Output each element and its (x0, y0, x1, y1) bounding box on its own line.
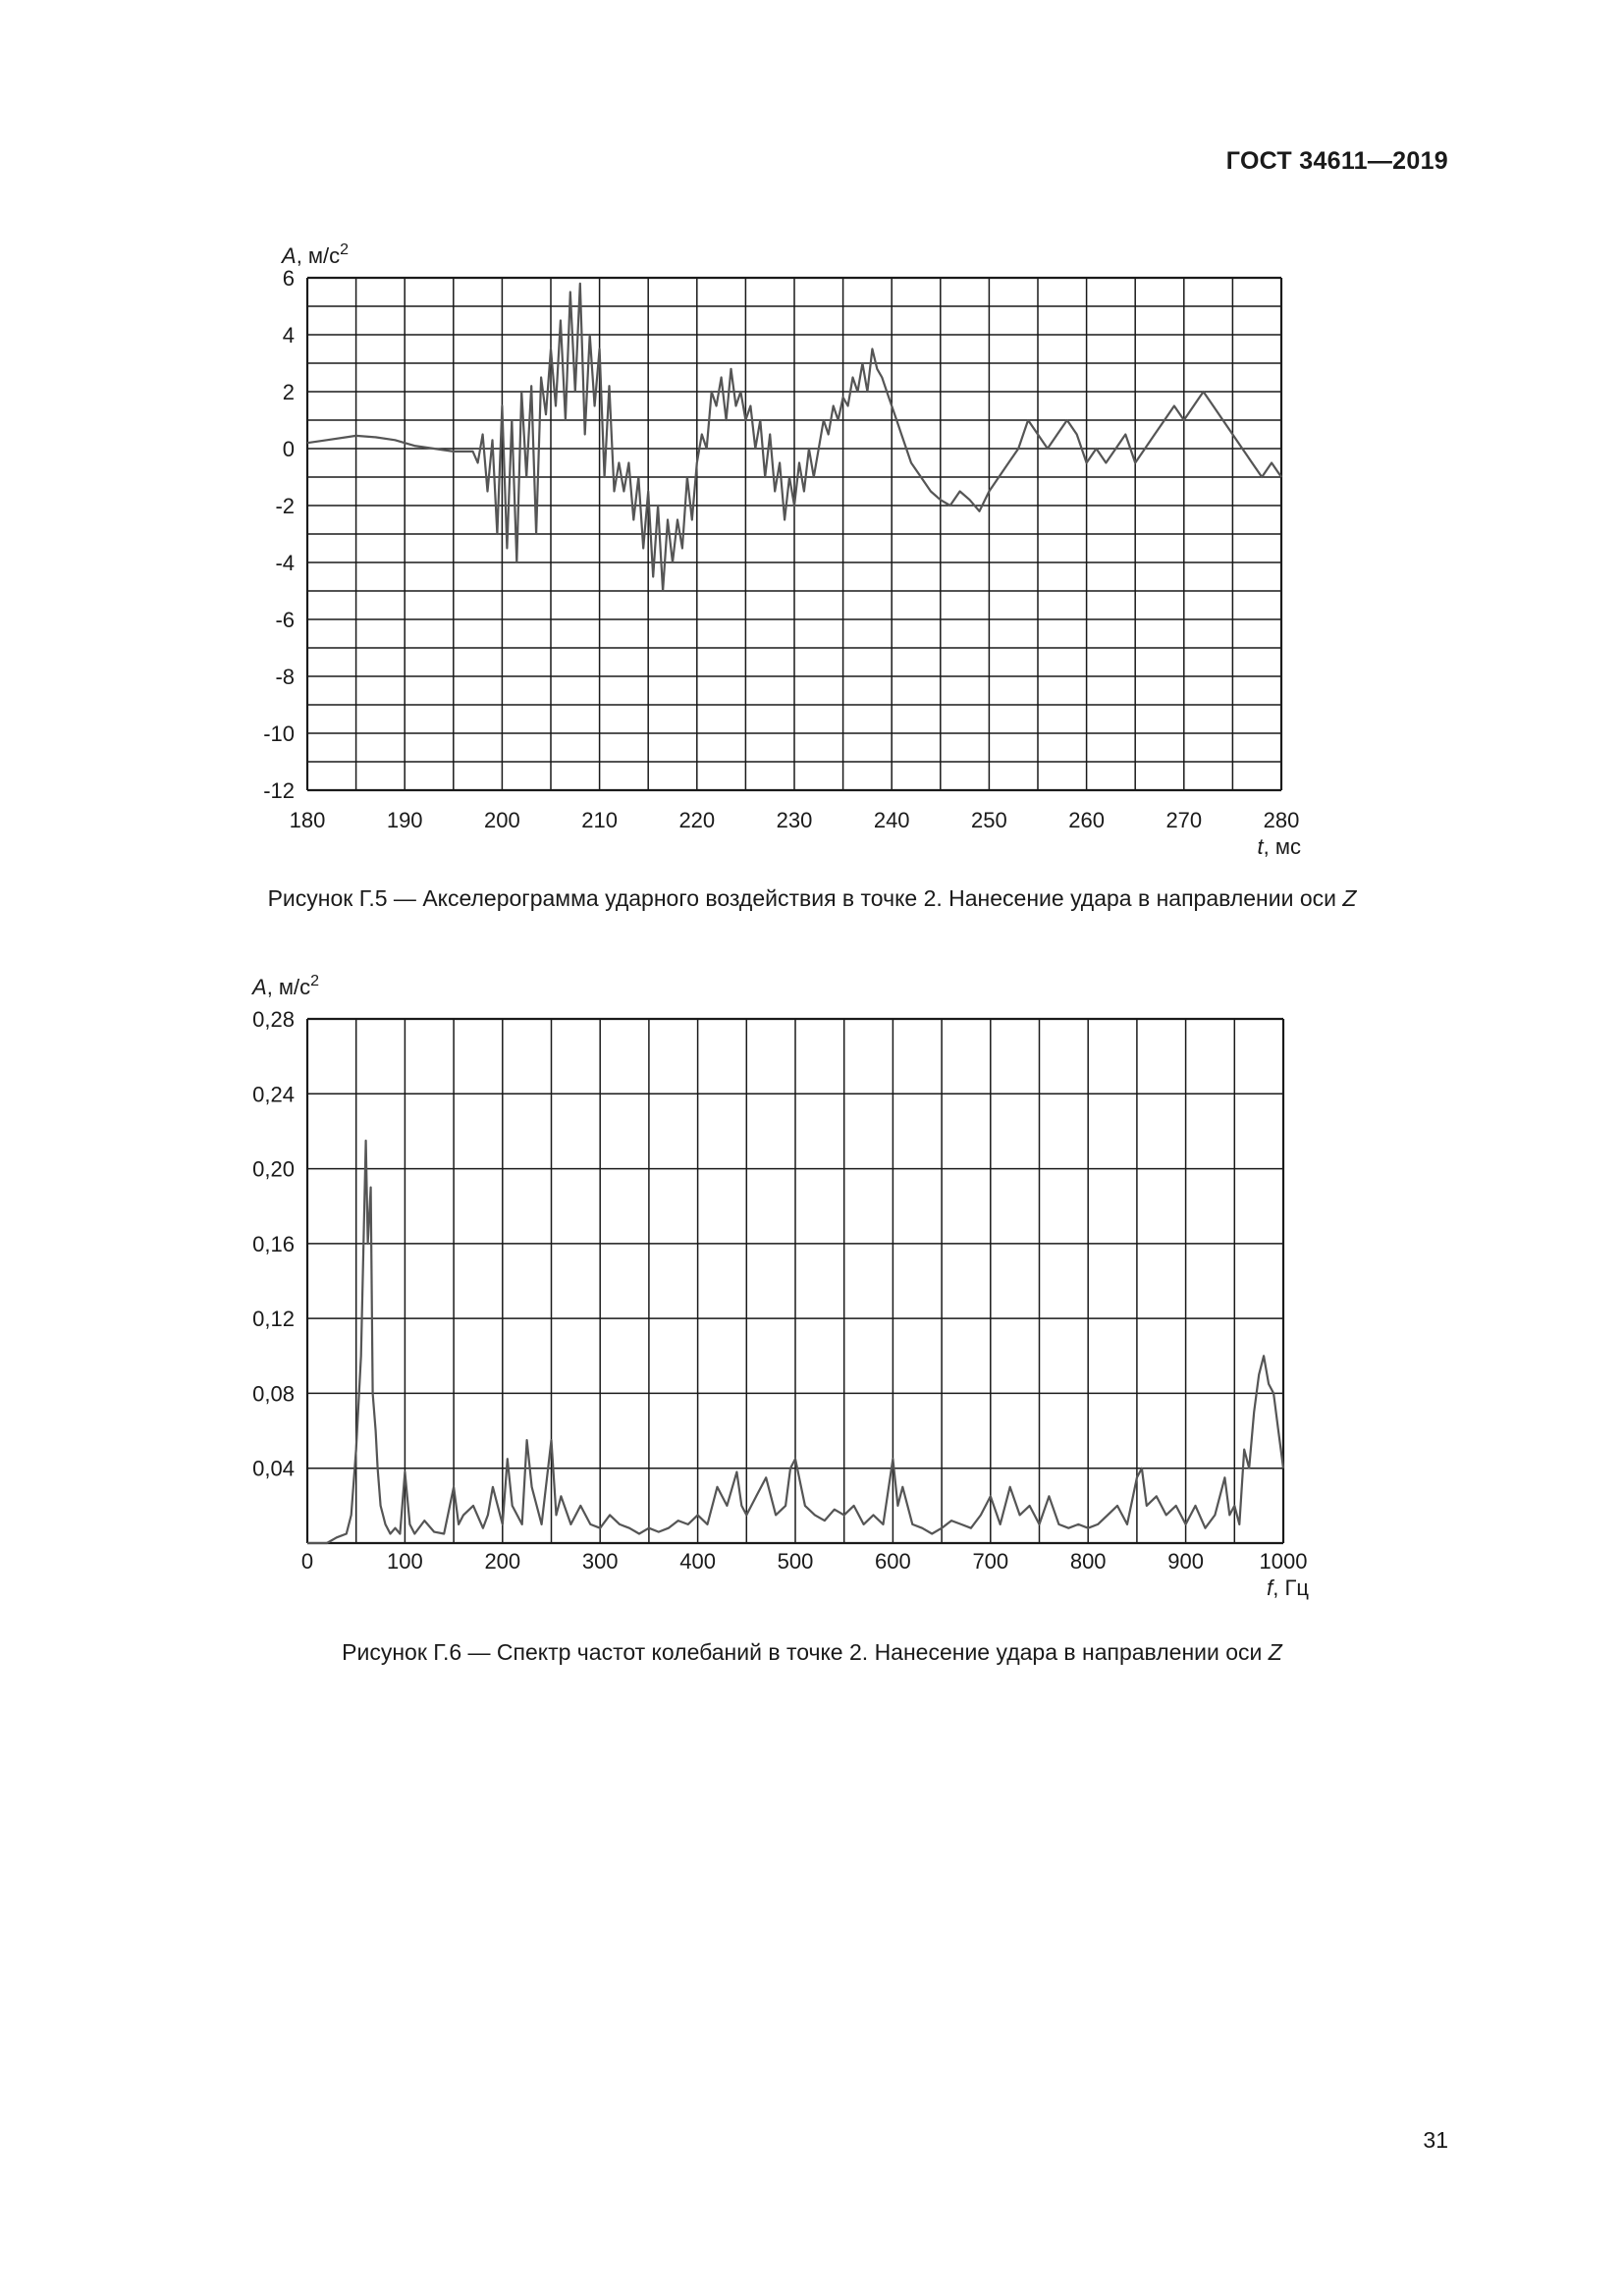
x-axis-unit: , мс (1263, 834, 1301, 859)
y-tick-label: 0 (282, 437, 295, 461)
x-axis-title (1258, 834, 1301, 859)
y-axis-symbol: A (282, 243, 297, 268)
x-tick-label: 200 (484, 808, 520, 832)
y-axis-title (280, 241, 349, 268)
x-tick-label: 210 (581, 808, 618, 832)
x-tick-label: 200 (484, 1549, 521, 1574)
y-axis-unit: , м/с (296, 243, 341, 268)
x-tick-label: 0 (300, 1549, 314, 1574)
x-tick-labels (290, 808, 1300, 832)
figure-caption-g6 (0, 1639, 1624, 1666)
x-tick-label: 600 (875, 1549, 911, 1574)
y-tick-label: 0,16 (252, 1231, 295, 1256)
x-tick-label: 100 (387, 1549, 423, 1574)
y-tick-labels (263, 266, 295, 803)
y-axis-title (250, 973, 319, 999)
y-tick-label: -2 (275, 494, 295, 518)
y-tick-label: -12 (263, 778, 295, 803)
caption-axis-symbol: Z (1268, 1639, 1282, 1665)
accelerogram-chart (0, 221, 1624, 869)
y-tick-label: 0,20 (252, 1156, 295, 1182)
y-tick-label: 0,12 (252, 1307, 295, 1332)
x-tick-label: 220 (678, 808, 716, 832)
y-tick-label: -10 (263, 721, 295, 746)
y-tick-label: 4 (282, 323, 295, 347)
x-tick-label: 280 (1263, 808, 1300, 832)
y-tick-label: 0,04 (252, 1456, 295, 1481)
caption-text: Рисунок Г.6 — Спектр частот колебаний в точке 2. Нанесение удара в направлении оси (342, 1639, 1269, 1665)
y-tick-label: 6 (282, 266, 295, 291)
x-tick-label: 800 (1069, 1549, 1107, 1574)
document-id-header: ГОСТ 34611—2019 (1225, 147, 1448, 175)
page-number: 31 (1423, 2127, 1448, 2153)
y-tick-label: 0,24 (252, 1082, 295, 1107)
x-tick-label: 270 (1165, 808, 1203, 832)
frequency-spectrum-chart (0, 962, 1624, 1610)
x-axis-unit: , Гц (1272, 1575, 1309, 1600)
y-tick-label: -6 (275, 608, 295, 632)
y-tick-label: -4 (275, 551, 295, 575)
y-tick-label: 0,28 (252, 1007, 295, 1032)
x-tick-label: 400 (679, 1549, 716, 1574)
x-axis-symbol: f (1267, 1575, 1273, 1600)
x-tick-label: 180 (289, 808, 326, 832)
x-axis-symbol: t (1257, 834, 1264, 859)
x-tick-label: 1000 (1259, 1549, 1308, 1574)
x-tick-label: 260 (1068, 808, 1105, 832)
x-tick-label: 300 (581, 1549, 619, 1574)
y-axis-exponent: 2 (340, 241, 350, 258)
caption-axis-symbol: Z (1342, 885, 1357, 911)
y-axis-exponent: 2 (310, 973, 320, 989)
x-tick-label: 230 (776, 808, 813, 832)
y-axis-symbol: A (252, 975, 267, 999)
caption-text: Рисунок Г.5 — Акселерограмма ударного воздействия в точке 2. Нанесение удара в направлении оси (267, 885, 1343, 911)
x-tick-labels (301, 1549, 1308, 1574)
x-tick-label: 190 (386, 808, 423, 832)
y-axis-unit: , м/с (266, 975, 311, 999)
y-tick-label: 2 (282, 380, 295, 404)
grid-lines (307, 1019, 1283, 1543)
x-tick-label: 900 (1167, 1549, 1204, 1574)
x-tick-label: 250 (971, 808, 1007, 832)
grid-lines (307, 278, 1281, 790)
x-tick-label: 500 (777, 1549, 814, 1574)
x-axis-title (1267, 1575, 1309, 1600)
y-tick-label: -8 (275, 665, 295, 689)
x-tick-label: 240 (873, 808, 910, 832)
x-tick-label: 700 (972, 1549, 1009, 1574)
y-tick-labels (252, 1007, 295, 1481)
y-tick-label: 0,08 (252, 1381, 295, 1407)
figure-caption-g5 (0, 885, 1624, 912)
